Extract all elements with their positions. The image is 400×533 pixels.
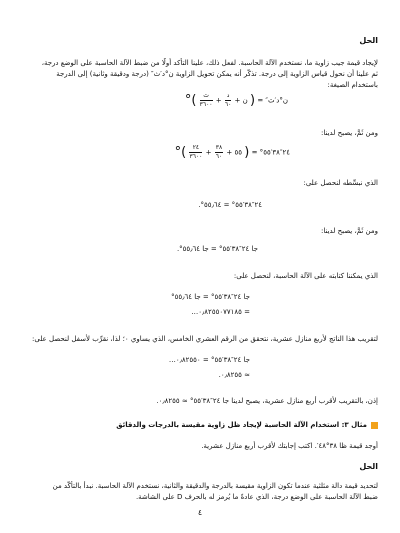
example-title-text: مثال ٣: استخدام الآلة الحاسبة لإيجاد ظل زاوية مقيسة بالدرجات والدقائق — [116, 421, 367, 429]
formula-lhs: ن°د′ث″ = — [257, 96, 288, 105]
rounding-equation: جا ٢٤″٣٨′٥٥° = ٠٫٨٢٥٥٠… — [168, 356, 250, 364]
example-marker-icon — [371, 422, 378, 429]
page-number: ٤ — [197, 508, 203, 517]
example-title — [22, 420, 378, 430]
conclusion-line: إذن، بالتقريب لأقرب أربع منازل عشرية، يصبح لدينا جا ٢٤″٣٨′٥٥° ≈ ٠٫٨٢٥٥. — [156, 397, 378, 405]
fraction-numerator: ٢٤ — [189, 144, 202, 153]
minutes-fraction — [225, 92, 231, 109]
paragraph-line: ومن ثَمَّ، يصبح لدينا: — [320, 129, 378, 137]
formula-plus: + — [234, 96, 241, 105]
paragraph-line: باستخدام الصيغة: — [327, 81, 378, 89]
formula-plus: + — [226, 148, 233, 157]
paragraph-line: الذي نبسِّطه لنحصل على: — [303, 179, 378, 187]
calculator-equation: جا ٢٤″٣٨′٥٥° = جا ٥٥٫٦٤° — [171, 293, 250, 301]
substituted-formula — [175, 144, 290, 161]
fraction-numerator: د — [226, 92, 230, 99]
fraction-denominator: ٦٠ — [215, 153, 223, 160]
paragraph-line: ضبط الآلة الحاسبة على الوضع درجة، الذي عادةً ما يُرمز له بالحرف D على الشاشة. — [135, 493, 378, 501]
formula-plus: + — [205, 148, 212, 157]
minutes-fraction — [215, 144, 223, 161]
solution-heading: الحل — [359, 36, 378, 45]
formula-plus: + — [215, 96, 222, 105]
formula-degrees: ن — [242, 96, 248, 105]
fraction-denominator: ٦٠ — [224, 101, 232, 108]
example-question: أوجد قيمة ظا ٣٨°٤٨′. اكتب إجابتك لأقرب أربع منازل عشرية. — [201, 442, 378, 450]
fraction-denominator: ٣٦٠٠ — [199, 101, 213, 108]
paragraph-line: لتقريب هذا الناتج لأربع منازل عشرية، نتحقق من الرقم العشري الخامس، الذي يساوي ٠؛ لذا، نقرِّب لأسفل لنحصل على: — [32, 335, 378, 343]
formula-lhs: ٢٤″٣٨′٥٥° = — [251, 148, 290, 157]
paragraph-line: ومن ثَمَّ، يصبح لدينا: — [320, 227, 378, 235]
solution-heading: الحل — [359, 462, 378, 471]
conversion-formula — [185, 92, 288, 109]
formula-close-paren: )° — [184, 93, 197, 108]
formula-open-paren: ( — [244, 145, 250, 160]
paragraph-line: الذي يمكننا كتابته على الآلة الحاسبة، لنحصل على: — [233, 272, 378, 280]
paragraph-line: لتحديد قيمة دالة مثلثية عندما تكون الزاوية مقيسة بالدرجة والدقيقة والثانية، نستخدم الآلة الحاسبة. نبدأ بالتأكُّد من — [52, 482, 378, 490]
fraction-numerator: ث — [200, 92, 213, 101]
sine-equation: جا ٢٤″٣٨′٥٥° = جا ٥٥٫٦٤°. — [176, 245, 258, 253]
formula-degrees: ٥٥ — [234, 148, 243, 157]
formula-close-paren: )° — [174, 145, 187, 160]
simplified-formula: ٢٤″٣٨′٥٥° = ٥٥٫٦٤°. — [198, 201, 262, 209]
fraction-numerator: ٣٨ — [215, 144, 223, 151]
paragraph-line: لإيجاد قيمة جيب زاوية ما، نستخدم الآلة الحاسبة. لفعل ذلك، علينا التأكد أولًا من ضبط الآلة الحاسبة على الوضع درجة، — [41, 59, 378, 67]
fraction-denominator: ٣٦٠٠ — [189, 153, 203, 160]
formula-open-paren: ( — [250, 93, 256, 108]
seconds-fraction — [189, 144, 202, 161]
seconds-fraction — [200, 92, 213, 109]
paragraph-line: ثم علينا أن نحول قياس الزاوية إلى درجة. تذكَّر أنه يمكن تحويل الزاوية ن°د′ث″ (درجة ودقيقة وثانية) إلى الدرجة — [56, 70, 378, 78]
rounded-result: ≈ ٠٫٨٢٥٥. — [218, 371, 250, 379]
calculator-result: = ٠٫٨٢٥٥٠٧٧١٨٥… — [191, 308, 250, 316]
